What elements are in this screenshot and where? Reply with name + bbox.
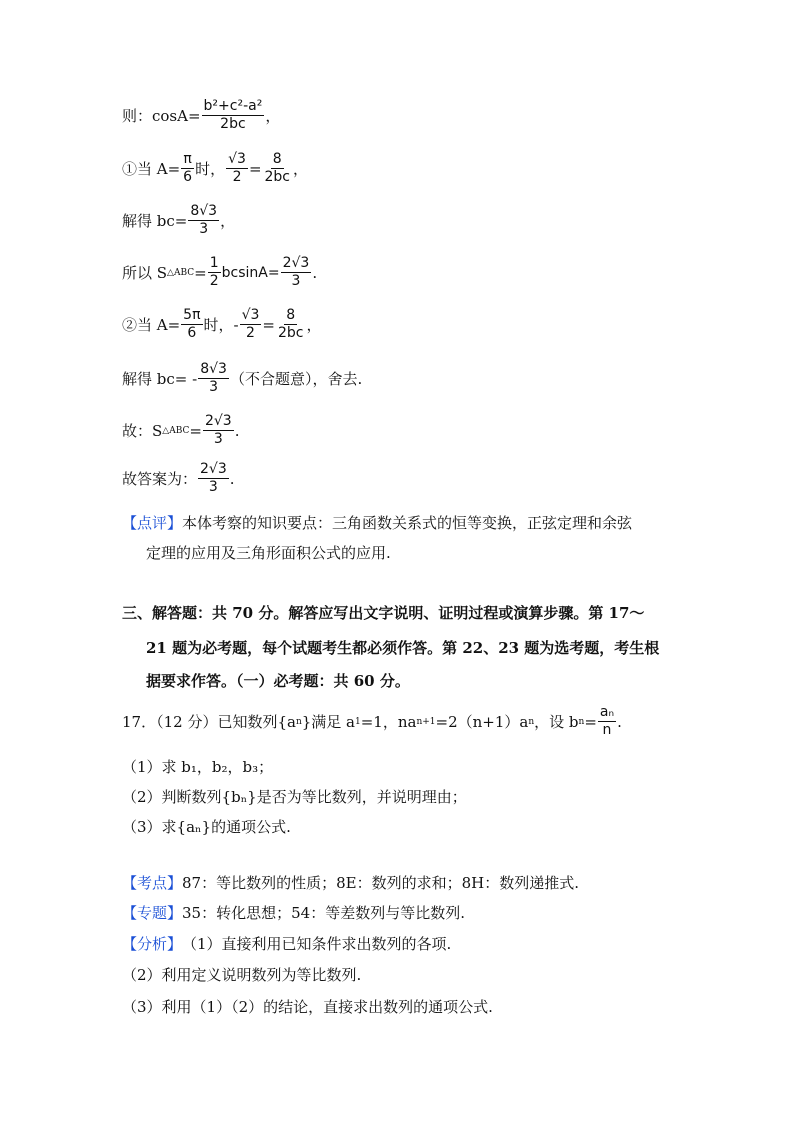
fenxi-line: 【分析】 （1）直接利用已知条件求出数列的各项. bbox=[122, 935, 452, 953]
solution-line-case1: ①当 A= $\frac{\pi}{6}$ 时， $\frac{√3}{2}$ = $\frac{8}{2bc}$ ， bbox=[122, 151, 309, 185]
zhuanti-tag: 【专题】 bbox=[122, 904, 183, 922]
solution-line-bc: 解得 bc= $\frac{8√3}{3}$ ， bbox=[122, 203, 236, 237]
fraction-sqrt3-2: $\frac{√3}{2}$ bbox=[241, 307, 260, 341]
fraction-1-2: $\frac{1}{2}$ bbox=[209, 255, 219, 289]
fraction-8-2bc: $\frac{8}{2bc}$ bbox=[278, 307, 304, 341]
solution-line-cosA: 则：cosA= $\frac{\text{b²+c²-a²}}{2bc}$ ， bbox=[122, 98, 281, 132]
problem-17-q1: （1）求 b₁，b₂，b₃； bbox=[122, 758, 274, 776]
solution-line-answer: 故答案为： 2√3 3 . bbox=[122, 461, 235, 495]
fraction-8-2bc: $\frac{8}{2bc}$ bbox=[264, 151, 291, 185]
solution-line-conclusion: 故：S △ABC = $\frac{2√3}{3}$ . bbox=[122, 413, 240, 447]
fenxi-line-3: （3）利用（1）（2）的结论，直接求出数列的通项公式. bbox=[122, 998, 493, 1016]
section-header-line-3: 据要求作答。（一）必考题：共 60 分。 bbox=[146, 672, 410, 690]
zhuanti-line: 【专题】 35：转化思想；54：等差数列与等比数列. bbox=[122, 904, 465, 922]
review-line-2: 定理的应用及三角形面积公式的应用. bbox=[146, 544, 391, 562]
fraction-8sqrt3-3: $\frac{8√3}{3}$ bbox=[190, 203, 218, 237]
fenxi-line-2: （2）利用定义说明数列为等比数列. bbox=[122, 966, 362, 984]
solution-line-bc-negative: 解得 bc= - 8√3 3 （不合题意），舍去. bbox=[122, 361, 363, 395]
fraction-8sqrt3-3: 8√3 3 bbox=[200, 361, 227, 395]
section-header-line-1: 三、解答题：共 70 分。解答应写出文字说明、证明过程或演算步骤。第 17～ bbox=[122, 604, 645, 622]
kaodian-tag: 【考点】 bbox=[122, 874, 183, 892]
solution-line-case2: ②当 A= $\frac{5\pi}{6}$ 时，- $\frac{√3}{2}$ = $\frac{8}{2bc}$ ， bbox=[122, 307, 322, 341]
section-header-line-2: 21 题为必考题，每个试题考生都必须作答。第 22、23 题为选考题，考生根 bbox=[146, 639, 660, 657]
problem-17-q2: （2）判断数列{bₙ}是否为等比数列，并说明理由； bbox=[122, 788, 467, 806]
fraction-2sqrt3-3: $\frac{2√3}{3}$ bbox=[204, 413, 232, 447]
fraction-pi-6: $\frac{\pi}{6}$ bbox=[183, 151, 193, 185]
fenxi-tag: 【分析】 bbox=[122, 935, 183, 953]
fraction-cosine-law: $\frac{\text{b²+c²-a²}}{2bc}$ bbox=[203, 98, 263, 132]
review-line-1: 【点评】 本体考察的知识要点：三角函数关系式的恒等变换，正弦定理和余弦 bbox=[122, 514, 633, 532]
problem-17-q3: （3）求{aₙ}的通项公式. bbox=[122, 818, 291, 836]
solution-line-area: 所以 S △ABC = $\frac{1}{2}$ bcsinA= $\frac{2√3}{3}$ . bbox=[122, 255, 318, 289]
fraction-2sqrt3-3: 2√3 3 bbox=[200, 461, 227, 495]
fraction-sqrt3-2: $\frac{√3}{2}$ bbox=[228, 151, 246, 185]
problem-17-stem: 17．（12 分）已知数列{a n }满足 a 1 =1，na n+1 =2（n+1）a n ，设 b n = $\frac{\text{aₙ}}{n}$ . bbox=[122, 704, 622, 738]
fraction-an-n: $\frac{\text{aₙ}}{n}$ bbox=[599, 704, 615, 738]
fraction-2sqrt3-3: $\frac{2√3}{3}$ bbox=[282, 255, 310, 289]
review-tag: 【点评】 bbox=[122, 514, 183, 532]
kaodian-line: 【考点】 87：等比数列的性质；8E：数列的求和；8H：数列递推式. bbox=[122, 874, 579, 892]
fraction-5pi-6: $\frac{5\pi}{6}$ bbox=[183, 307, 201, 341]
